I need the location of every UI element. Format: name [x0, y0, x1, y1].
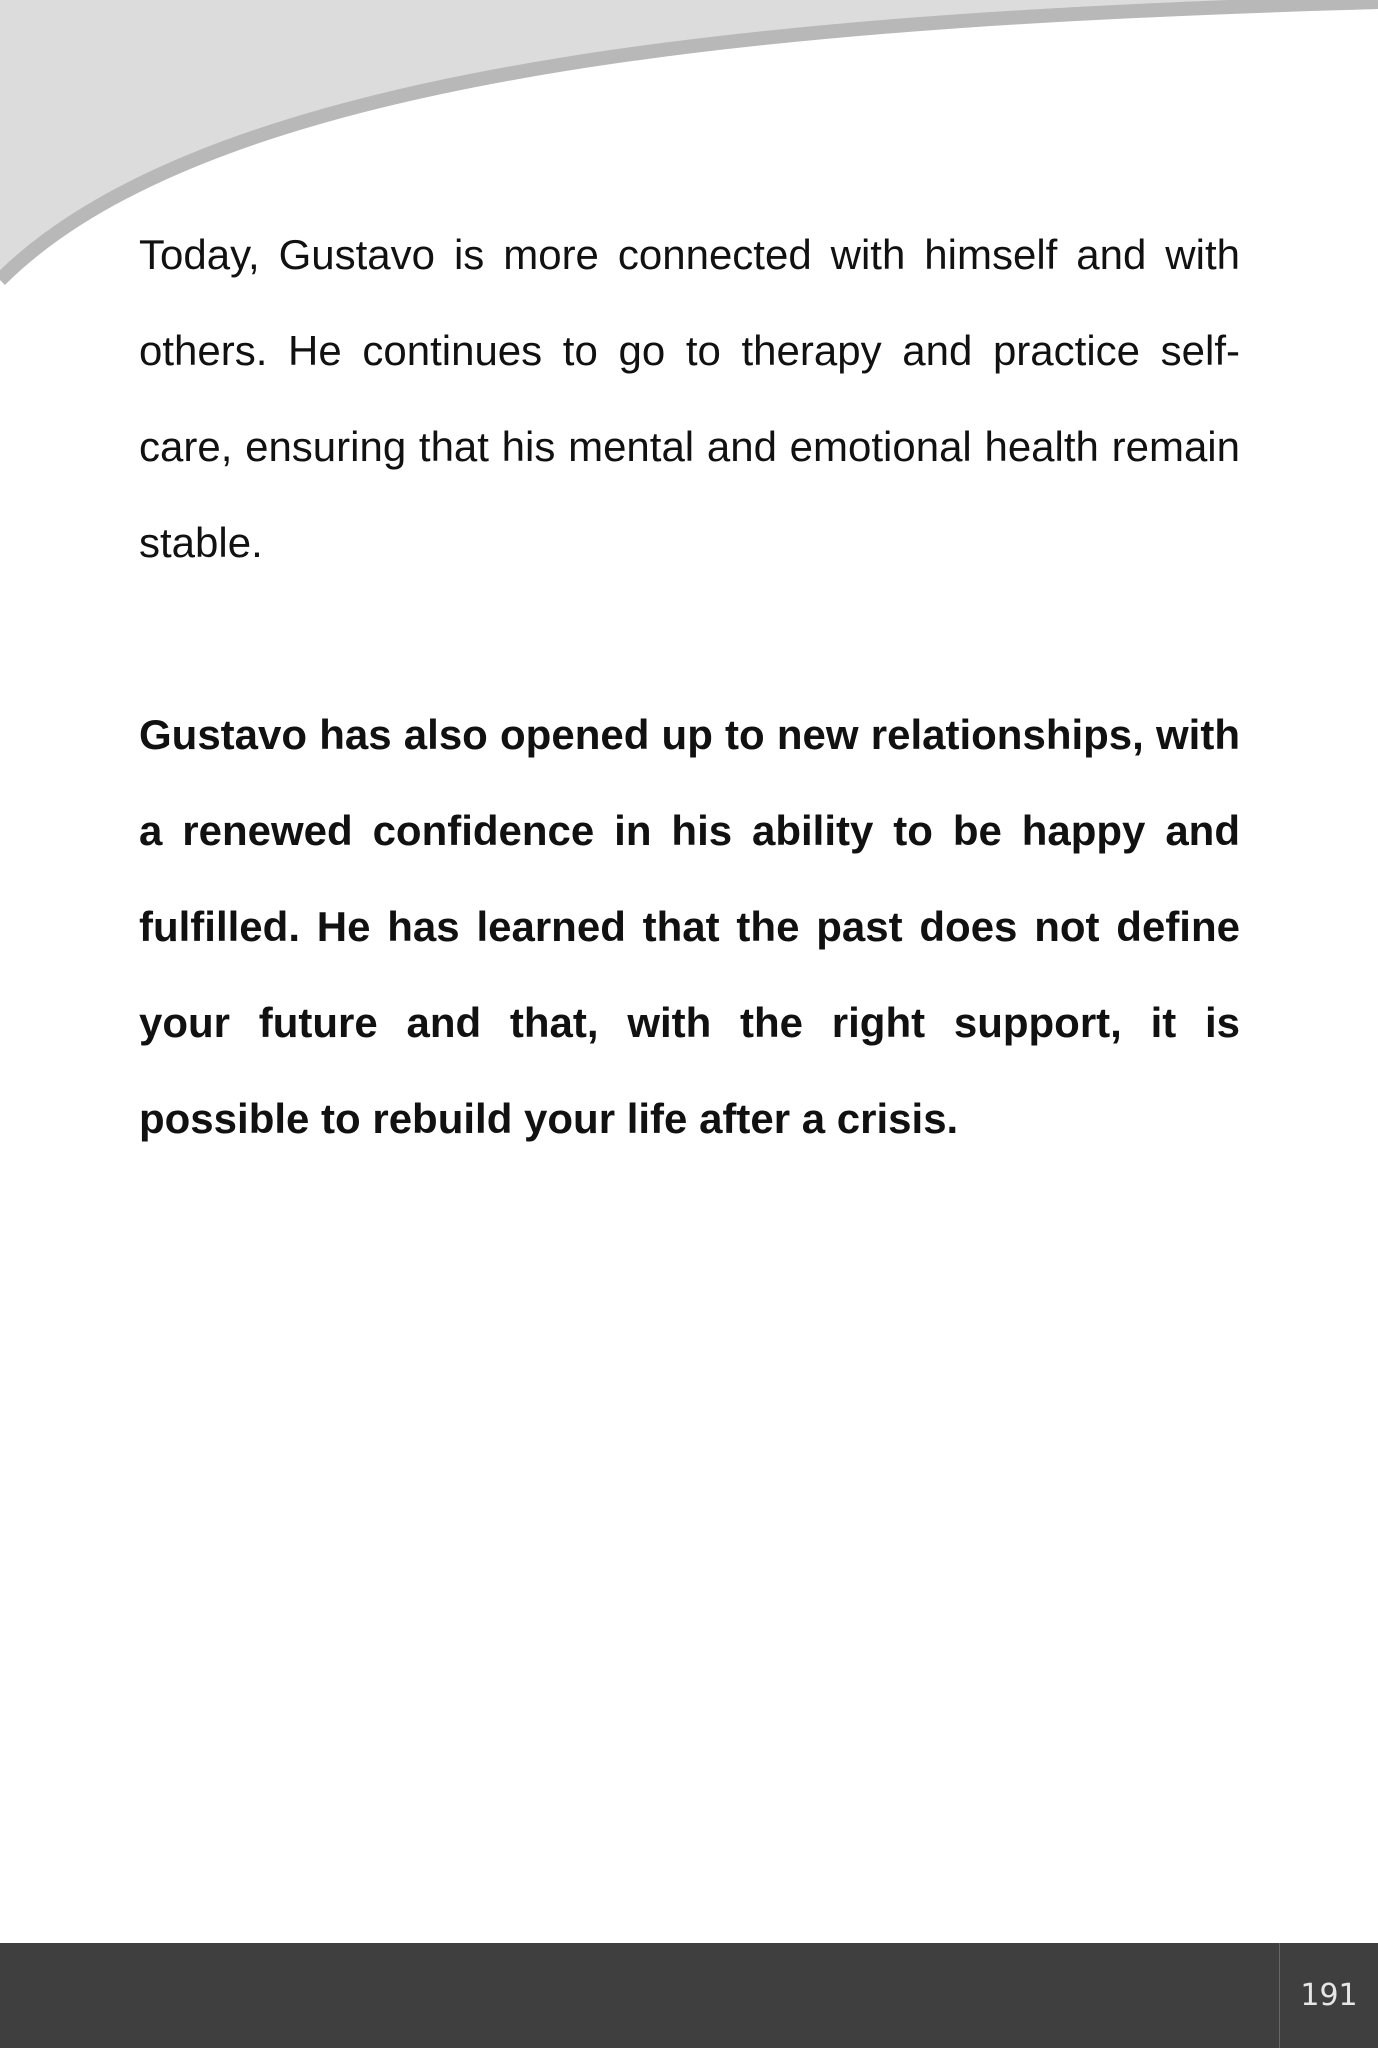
page-number: 191 — [1279, 1943, 1378, 2048]
paragraph-gustavo-relationships: Gustavo has also opened up to new relationships, with a renewed confidence in his ability to be happy and fulfilled. He has learned that the past does not define your future and that, with the right support, it is possible to rebuild your life after a crisis. — [139, 711, 1240, 1142]
paragraph-gustavo-today: Today, Gustavo is more connected with himself and with others. He continues to go to therapy and practice self-care, ensuring that his mental and emotional health remain stable. — [139, 231, 1240, 566]
page-body — [139, 207, 1240, 1167]
footer-bar — [0, 1943, 1378, 2048]
